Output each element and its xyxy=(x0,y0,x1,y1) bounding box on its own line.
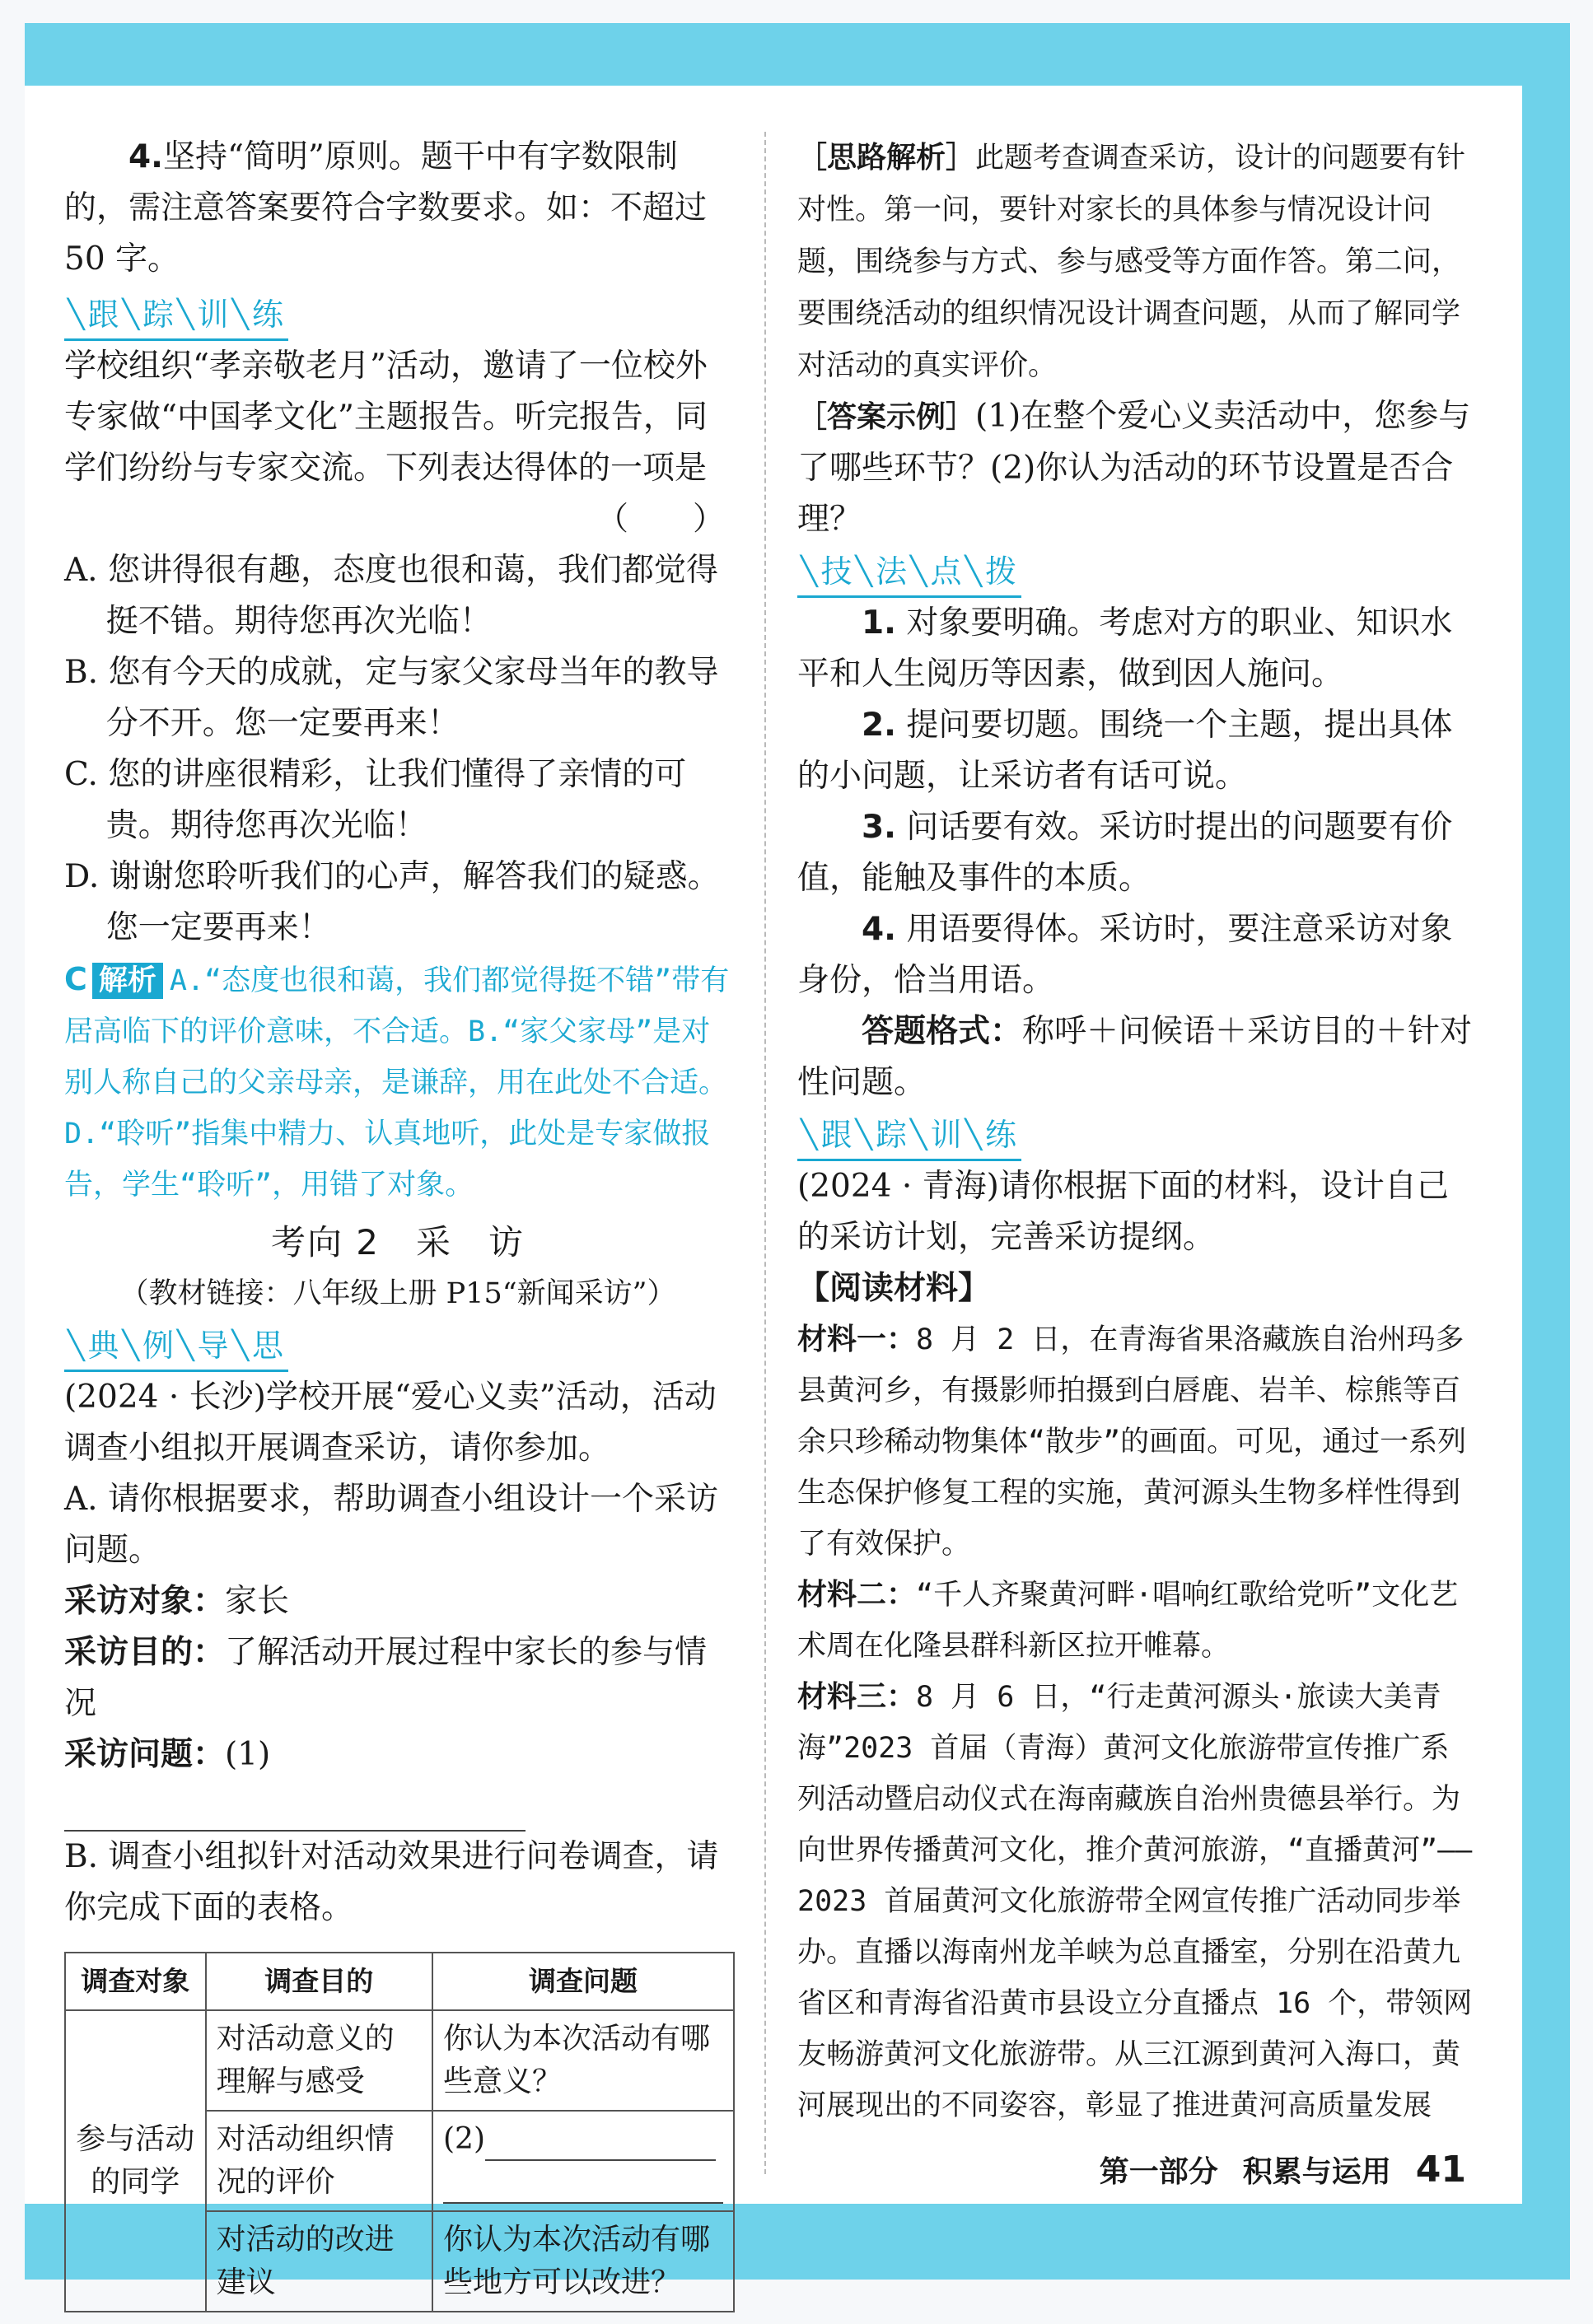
interview-target: 采访对象：家长 xyxy=(64,1583,290,1620)
table-row: 对活动组织情况的评价 (2) xyxy=(65,2111,734,2211)
page-top-band xyxy=(25,23,1570,86)
question-stem: 学校组织“孝亲敬老月”活动，邀请了一位校外专家做“中国孝文化”主题报告。听完报告，同学们纷纷与专家交流。下列表达得体的一项是 xyxy=(64,348,708,487)
tip-3: 3. 问话要有效。采访时提出的问题要有价值，能触及事件的本质。 xyxy=(797,809,1453,897)
tip-2: 2. 提问要切题。围绕一个主题，提出具体的小问题，让采访者有话可说。 xyxy=(797,707,1453,795)
section-subtitle: （教材链接：八年级上册 P15“新闻采访”） xyxy=(119,1277,676,1310)
option-c: C. 您的讲座很精彩，让我们懂得了亲情的可贵。期待您再次光临！ xyxy=(64,756,687,844)
left-column xyxy=(64,132,731,2312)
analysis-paragraph: ［思路解析］此题考查调查采访，设计的问题要有针对性。第一问，要针对家长的具体参与情况设计问题，围绕参与方式、参与感受等方面作答。第二问，要围绕活动的组织情况设计调查问题，从而了解同学对活动的真实评价。 xyxy=(797,132,1473,391)
tag-example-guide: ╲ 典 ╲ 例 ╲ 导 ╲ 思 xyxy=(64,1319,731,1372)
tag-skill-tips: ╲ 技 ╲ 法 ╲ 点 ╲ 拨 xyxy=(797,545,1473,598)
material-3: 材料三：8 月 6 日，“行走黄河源头·旅读大美青海”2023 首届（青海）黄河文化旅游带宣传推广系列活动暨启动仪式在海南藏族自治州贵德县举行。为向世界传播黄河文化，推介黄河旅游，“直播黄河”——2023 首届黄河文化旅游带全网宣传推广活动同步举办。直播以海南州龙羊峡为总直播室，分别在沿黄九省区和青海省沿黄市县设立分直播点 16 个，带领网友畅游黄河文化旅游带。从三江源到黄河入海口，黄河展现出的不同姿容，彰显了推进黄河高质量发展 xyxy=(797,1680,1473,2122)
reading-material-label: 【阅读材料】 xyxy=(797,1270,991,1307)
option-b: B. 您有今天的成就，定与家父家母当年的教导分不开。您一定要再来！ xyxy=(64,654,719,742)
example-question: (2024 · 长沙)学校开展“爱心义卖”活动，活动调查小组拟开展调查采访，请你参加。 xyxy=(64,1379,717,1467)
right-column xyxy=(797,132,1473,2131)
sample-label: ［答案示例］ xyxy=(797,400,976,434)
footer-part: 第一部分 xyxy=(1099,2154,1218,2189)
answer-paren: （ ） xyxy=(596,501,725,538)
section-title: 考向 2 采 访 xyxy=(270,1222,526,1262)
answer-blank-2a[interactable] xyxy=(485,2123,716,2161)
option-d: D. 谢谢您聆听我们的心声，解答我们的疑惑。您一定要再来！ xyxy=(64,858,720,946)
analysis-label: ［思路解析］ xyxy=(797,141,976,175)
interview-purpose: 采访目的：了解活动开展过程中家长的参与情况 xyxy=(64,1634,708,1722)
answer-blank-2b[interactable] xyxy=(443,2166,723,2204)
survey-table xyxy=(64,1952,735,2312)
page-right-band xyxy=(1522,23,1570,2280)
page-footer xyxy=(1021,2146,1466,2192)
tip-1: 1. 对象要明确。考虑对方的职业、知识水平和人生阅历等因素，做到因人施问。 xyxy=(797,604,1453,693)
answer-blank-1[interactable] xyxy=(64,1789,526,1832)
material-1: 材料一：8 月 2 日，在青海省果洛藏族自治州玛多县黄河乡，有摄影师拍摄到白唇鹿、岩羊、棕熊等百余只珍稀动物集体“散步”的画面。可见，通过一系列生态保护修复工程的实施，黄河源头生物多样性得到了有效保护。 xyxy=(797,1323,1467,1561)
answer-analysis: C 解析 A.“态度也很和蔼，我们都觉得挺不错”带有居高临下的评价意味，不合适。B.“家父家母”是对别人称自己的父亲母亲，是谦辞，用在此处不合适。D.“聆听”指集中精力、认真地听，此处是专家做报告，学生“聆听”，用错了对象。 xyxy=(64,961,730,1202)
table-header-row: 调查对象 调查目的 调查问题 xyxy=(65,1953,734,2010)
part-b: B. 调查小组拟针对活动效果进行问卷调查，请你完成下面的表格。 xyxy=(64,1838,719,1926)
analysis-badge: 解析 xyxy=(92,963,163,999)
task-statement: (2024 · 青海)请你根据下面的材料，设计自己的采访计划，完善采访提纲。 xyxy=(797,1168,1449,1256)
part-a: A. 请你根据要求，帮助调查小组设计一个采访问题。 xyxy=(64,1481,718,1569)
footer-title: 积累与运用 xyxy=(1242,2154,1391,2189)
tip-4-right: 4. 用语要得体。采访时，要注意采访对象身份，恰当用语。 xyxy=(797,911,1453,999)
column-divider xyxy=(764,132,766,2174)
table-row: 对活动的改进建议 你认为本次活动有哪些地方可以改进？ xyxy=(65,2211,734,2312)
option-a: A. 您讲得很有趣，态度也很和蔼，我们都觉得挺不错。期待您再次光临！ xyxy=(64,552,718,640)
material-2: 材料二：“千人齐聚黄河畔·唱响红歌给党听”文化艺术周在化隆县群科新区拉开帷幕。 xyxy=(797,1578,1459,1663)
answer-format: 答题格式：称呼＋问候语＋采访目的＋针对性问题。 xyxy=(797,1013,1473,1101)
tag-follow-training-1: ╲ 跟 ╲ 踪 ╲ 训 ╲ 练 xyxy=(64,288,731,341)
tag-follow-training-2: ╲ 跟 ╲ 踪 ╲ 训 ╲ 练 xyxy=(797,1108,1473,1161)
table-row: 参与活动的同学 对活动意义的理解与感受 你认为本次活动有哪些意义？ xyxy=(65,2010,734,2111)
interview-question: 采访问题：(1) xyxy=(64,1729,731,1832)
page-number: 41 xyxy=(1415,2148,1466,2191)
sample-answer: ［答案示例］(1)在整个爱心义卖活动中，您参与了哪些环节？(2)你认为活动的环节设置是否合理？ xyxy=(797,391,1473,545)
tip-4: 4.坚持“简明”原则。题干中有字数限制的，需注意答案要符合字数要求。如：不超过 50 字。 xyxy=(64,138,708,278)
